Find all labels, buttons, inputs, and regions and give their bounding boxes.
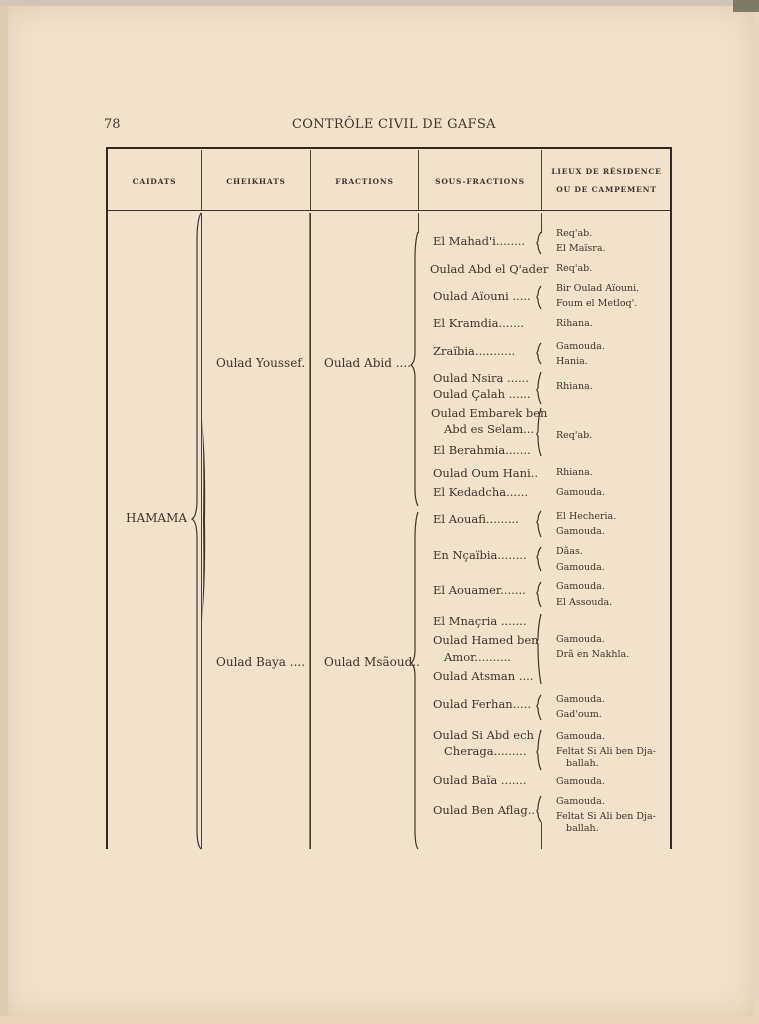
residence: El Hecheria. [556,511,617,522]
residence: Gad'oum. [556,709,602,720]
header-sous-fractions: SOUS-FRACTIONS [435,177,525,186]
residence: El Maïsra. [556,243,606,254]
sous-fraction: El Aouafi......... [433,512,519,526]
residence-brace [537,695,541,720]
sous-fraction: El Kedadcha...... [433,485,529,499]
sous-fraction: Oulad Baïa ....... [433,773,527,787]
residence: Rhiana. [556,467,593,478]
fraction-name: Oulad Abid .... [324,356,411,370]
residence: El Assouda. [556,597,613,608]
header-cheikhats: CHEIKHATS [226,177,286,186]
residence: Gamouda. [556,731,605,742]
sous-fraction: Zraïbia........... [433,344,516,358]
residence: Rihana. [556,318,593,329]
fraction-brace-msaoud [411,512,418,849]
sous-fraction: Oulad Atsman .... [433,669,534,683]
residence-brace [537,408,541,456]
residence: Gamouda. [556,487,605,498]
page-number: 78 [104,117,121,132]
sous-fraction: El Mnaçria ....... [433,614,527,628]
residence-brace [537,372,541,404]
residence: Gamouda. [556,694,605,705]
fraction-brace-abid [411,232,418,506]
sous-fraction: Oulad Oum Hani.. [433,466,539,480]
sous-fraction: En Nçaïbia........ [433,548,527,562]
caidat-name: HAMAMA [126,511,188,525]
cheikhat-name: Oulad Baya .... [216,655,306,669]
residence: Drã en Nakhla. [556,649,630,660]
sous-fraction: Cheraga......... [444,744,527,758]
residence: Bir Oulad Aïouni. [556,283,640,294]
residence: Feltat Si Ali ben Dja- [556,746,656,757]
sous-fraction: El Mahad'i........ [433,234,526,248]
cheikhat-name: Oulad Youssef. [216,356,306,370]
residence: Gamouda. [556,776,605,787]
residence: Foum el Metloq'. [556,298,638,309]
sous-fraction: Oulad Çalah ...... [433,387,531,401]
residence-brace [537,286,541,309]
residence-brace [537,511,541,537]
residence-brace [537,614,541,684]
cheikhat-brace-mark [202,420,205,620]
sous-fraction: El Aouamer....... [433,583,526,597]
residence: Dãas. [556,546,583,557]
residence: Gamouda. [556,796,605,807]
header-fractions: FRACTIONS [335,177,394,186]
residence: Rhiana. [556,381,593,392]
fraction-name: Oulad Msãoud.. [324,655,420,669]
residence: Gamouda. [556,341,605,352]
header-caidats: CAIDATS [132,177,177,186]
sous-fraction: El Kramdia....... [433,316,525,330]
residence-brace [537,730,541,770]
residence: Req'ab. [556,263,593,274]
residence: Gamouda. [556,526,605,537]
sous-fraction: Oulad Nsira ...... [433,371,529,385]
sous-fraction: Oulad Hamed ben [433,633,539,647]
sous-fraction: Oulad Aïouni ..... [433,289,531,303]
header-lieux-line2: OU DE CAMPEMENT [556,185,657,194]
sous-fraction: Oulad Abd el Q'ader [430,262,549,276]
sous-fraction: Amor.......... [444,650,511,664]
residence-brace [537,343,541,364]
sous-fraction: Oulad Si Abd ech [433,728,534,742]
residence: Feltat Si Ali ben Dja- [556,811,656,822]
residence-brace [537,547,541,571]
sous-fraction: Abd es Selam... [444,422,535,436]
residence: ballah. [566,758,599,769]
residence: Gamouda. [556,562,605,573]
residence-brace [537,796,541,822]
header-lieux-line1: LIEUX DE RÉSIDENCE [551,167,662,176]
caidat-brace [192,213,201,849]
sous-fraction: El Berahmia....... [433,443,531,457]
residence: Req'ab. [556,228,593,239]
residence: ballah. [566,823,599,834]
residence: Gamouda. [556,581,605,592]
sous-fraction: Oulad Embarek ben [431,406,548,420]
residence: Hania. [556,356,588,367]
residence-brace [537,582,541,607]
sous-fraction: Oulad Ferhan..... [433,697,531,711]
residence: Req'ab. [556,430,593,441]
residence-brace [537,232,541,254]
sous-fraction: Oulad Ben Aflag.. [433,803,536,817]
running-head: CONTRÔLE CIVIL DE GAFSA [292,117,496,132]
residence: Gamouda. [556,634,605,645]
